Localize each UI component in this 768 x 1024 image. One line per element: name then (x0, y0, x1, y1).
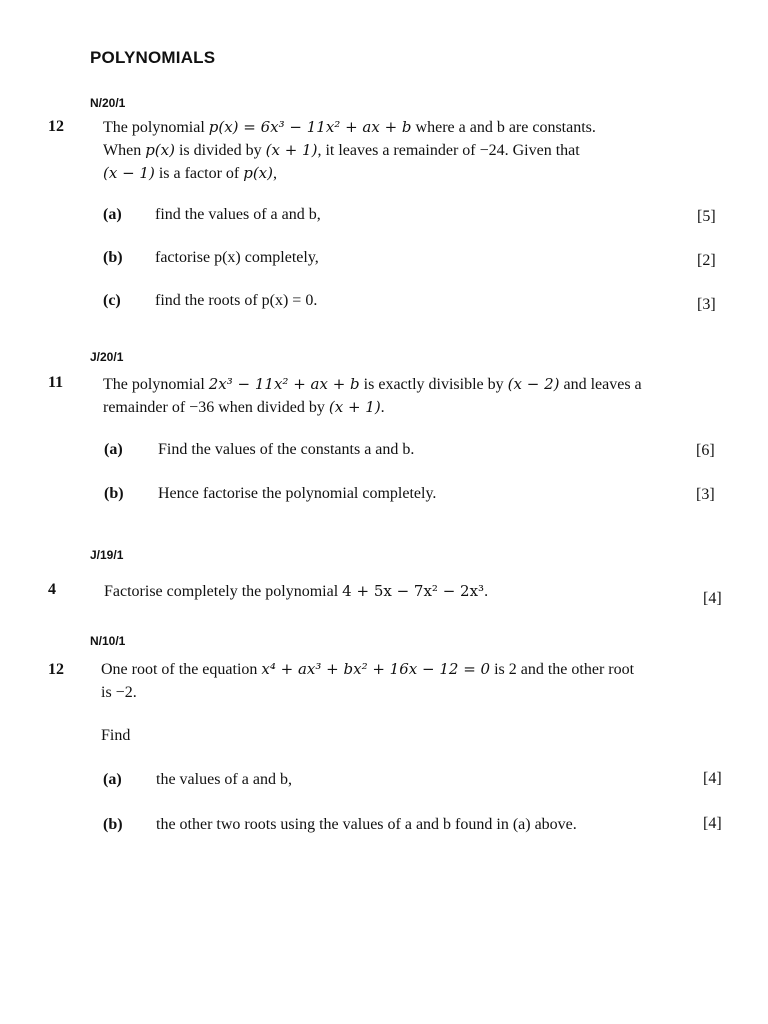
question-code: J/19/1 (90, 548, 124, 562)
stem-text: is divided by (174, 142, 266, 159)
part-marks: [4] (703, 770, 722, 787)
page-title: POLYNOMIALS (90, 48, 216, 67)
question-marks: [4] (703, 590, 722, 607)
part-marks: [2] (697, 252, 716, 269)
part-text: the other two roots using the values of a and b found in (a) above. (156, 816, 577, 833)
stem-text: and leaves a (559, 376, 642, 393)
question-code: N/20/1 (90, 96, 126, 110)
stem-text: where a and b are constants. (411, 119, 596, 136)
question-number: 12 (48, 118, 64, 135)
math-expression: p(x) = 6x³ − 11x² + ax + b (208, 118, 412, 136)
question-number: 11 (48, 374, 64, 391)
math-expression: (x + 1) (265, 141, 318, 159)
question-stem (103, 373, 642, 419)
question-stem (104, 580, 488, 603)
stem-text: , (272, 165, 277, 182)
question-number: 4 (48, 581, 56, 598)
part-text: Hence factorise the polynomial completely. (158, 485, 437, 502)
part-marks: [3] (696, 486, 715, 503)
part-label: (b) (104, 485, 124, 502)
math-expression: 2x³ − 11x² + ax + b (208, 375, 360, 393)
stem-text: . (484, 583, 489, 600)
part-label: (b) (103, 816, 123, 833)
part-label: (a) (104, 441, 123, 458)
math-expression: p(x) (145, 141, 175, 159)
stem-text: . (380, 399, 385, 416)
part-marks: [4] (703, 815, 722, 832)
math-expression: (x − 2) (507, 375, 560, 393)
part-text: the values of a and b, (156, 771, 292, 788)
math-expression: (x + 1) (328, 398, 381, 416)
part-text: Find the values of the constants a and b. (158, 441, 415, 458)
stem-text: The polynomial (103, 119, 209, 136)
part-text: find the values of a and b, (155, 206, 321, 223)
stem-text: is 2 and the other root (490, 661, 635, 678)
stem-text: is −2. (101, 684, 137, 701)
question-code: N/10/1 (90, 634, 126, 648)
question-number: 12 (48, 661, 64, 678)
part-label: (a) (103, 771, 122, 788)
stem-text: The polynomial (103, 376, 209, 393)
find-label: Find (101, 727, 131, 744)
part-label: (c) (103, 292, 121, 309)
question-stem (101, 658, 634, 704)
part-marks: [3] (697, 296, 716, 313)
math-expression: (x − 1) (103, 164, 155, 182)
question-code: J/20/1 (90, 350, 124, 364)
stem-text: When (103, 142, 146, 159)
part-marks: [6] (696, 442, 715, 459)
question-stem (103, 116, 596, 185)
stem-text: is a factor of (154, 165, 244, 182)
stem-text: is exactly divisible by (359, 376, 508, 393)
stem-text: , it leaves a remainder of −24. Given that (317, 142, 580, 159)
part-label: (b) (103, 249, 123, 266)
math-expression: x⁴ + ax³ + bx² + 16x − 12 = 0 (261, 660, 491, 678)
math-expression: 4 + 5x − 7x² − 2x³ (342, 582, 485, 600)
math-expression: p(x) (243, 164, 273, 182)
part-text: factorise p(x) completely, (155, 249, 319, 266)
stem-text: One root of the equation (101, 661, 262, 678)
part-text: find the roots of p(x) = 0. (155, 292, 318, 309)
part-marks: [5] (697, 208, 716, 225)
part-label: (a) (103, 206, 122, 223)
stem-text: Factorise completely the polynomial (104, 583, 343, 600)
stem-text: remainder of −36 when divided by (103, 399, 329, 416)
